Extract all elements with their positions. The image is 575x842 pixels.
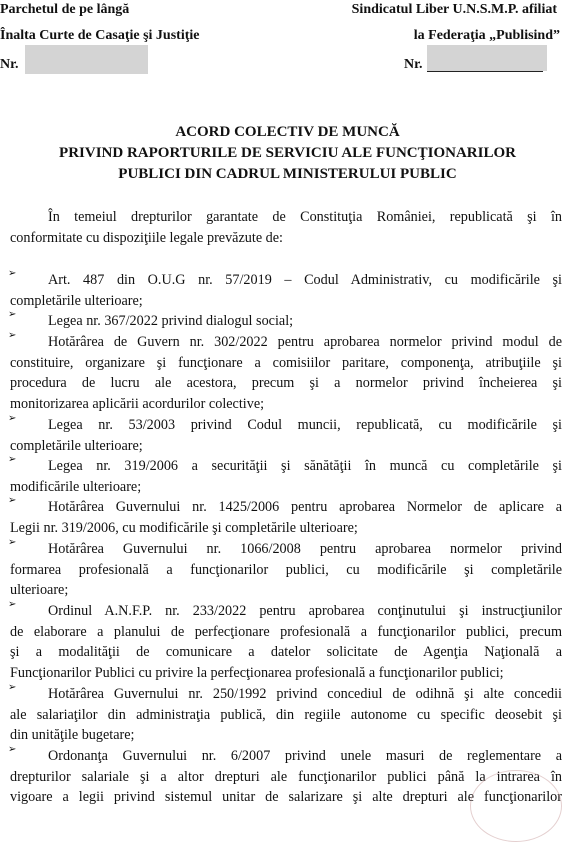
- legal-item-line: procedura de lucru ale acestora, precum şi a normelor privind încheierea şi: [10, 375, 562, 392]
- bullet-icon: ➢: [8, 330, 17, 341]
- bullet-icon: ➢: [8, 682, 17, 693]
- intro-line2: conformitate cu dispoziţiile legale prevăzute de:: [10, 230, 283, 246]
- bullet-icon: ➢: [8, 744, 17, 755]
- doc-title-line1: ACORD COLECTIV DE MUNCĂ: [175, 124, 400, 140]
- legal-item-line: ale salariaţilor din administraţia publică, din regiile autonome cu specific deosebit şi: [10, 706, 562, 723]
- header-right-federation: la Federaţia „Publisind”: [413, 28, 560, 43]
- legal-item-line: ulterioare;: [10, 582, 69, 599]
- legal-item-line: Ordinul A.N.F.P. nr. 233/2022 pentru aprobarea conţinutului şi instrucţiunilor: [48, 603, 562, 619]
- legal-item-line: Legea nr. 319/2006 a securităţii şi sănătăţii în muncă cu completările şi: [48, 458, 562, 474]
- legal-item-line: Hotărârea de Guvern nr. 302/2022 pentru aprobarea normelor privind modul de: [48, 334, 562, 350]
- redacted-number-left: [25, 45, 148, 74]
- header-left-institution: Parchetul de pe lângă: [0, 2, 130, 17]
- legal-item-line: monitorizarea aplicării acordurilor colective;: [10, 396, 265, 413]
- legal-item-line: Legea nr. 367/2022 privind dialogul social;: [48, 313, 294, 329]
- doc-title-line2: PRIVIND RAPORTURILE DE SERVICIU ALE FUNCŢIONARILOR: [59, 145, 516, 161]
- legal-item-line: vigoare a legii privind sistemul unitar de salarizare şi alte drepturi ale funcţionarilor: [10, 789, 562, 806]
- legal-item-line: Ordonanţa Guvernului nr. 6/2007 privind unele masuri de reglementare a: [48, 748, 562, 764]
- doc-title-line3: PUBLICI DIN CADRUL MINISTERULUI PUBLIC: [118, 166, 457, 182]
- bullet-icon: ➢: [8, 495, 17, 506]
- legal-item-line: şi a modalităţii de comunicare a datelor solicitate de Agenţia Naţională a: [10, 644, 562, 661]
- bullet-icon: ➢: [8, 454, 17, 465]
- legal-item-line: constituire, organizare şi funcţionare a comisiilor paritare, componenţa, atribuţiile şi: [10, 354, 562, 371]
- bullet-icon: ➢: [8, 309, 17, 320]
- legal-item-line: completările ulterioare;: [10, 292, 143, 309]
- header-right-union: Sindicatul Liber U.N.S.M.P. afiliat: [351, 2, 557, 17]
- legal-item-line: Hotărârea Guvernului nr. 1066/2008 pentru aprobarea normelor privind: [48, 541, 562, 557]
- legal-item-line: Hotărârea Guvernului nr. 1425/2006 pentru aprobarea Normelor de aplicare a: [48, 499, 562, 515]
- bullet-icon: ➢: [8, 413, 17, 424]
- legal-item-line: Hotărârea Guvernului nr. 250/1992 privind concediul de odihnă şi alte concedii: [48, 686, 562, 702]
- legal-item-line: Art. 487 din O.U.G nr. 57/2019 – Codul Administrativ, cu modificările şi: [48, 272, 562, 288]
- legal-item-line: formarea profesională a funcţionarilor publici, cu modificările şi completările: [10, 561, 562, 578]
- stamp-seal: [470, 770, 562, 842]
- legal-item-line: Funcţionarilor Publici cu privire la perfecţionarea profesională a funcţionarilor publici;: [10, 665, 504, 682]
- legal-item-line: completările ulterioare;: [10, 437, 143, 454]
- legal-item-line: Legea nr. 53/2003 privind Codul muncii, republicată, cu modificările şi: [48, 417, 562, 433]
- legal-item-line: drepturilor salariale şi a altor drepturi ale funcţionarilor publici până la intrarea în: [10, 768, 562, 785]
- header-left-court: Înalta Curte de Casaţie şi Justiţie: [0, 28, 200, 43]
- bullet-icon: ➢: [8, 599, 17, 610]
- intro-line1: În temeiul drepturilor garantate de Constituţia României, republicată şi în: [48, 209, 562, 225]
- legal-item-line: modificările ulterioare;: [10, 478, 142, 495]
- legal-item-line: Legii nr. 319/2006, cu modificările şi completările ulterioare;: [10, 519, 358, 536]
- legal-item-line: din unităţile bugetare;: [10, 727, 135, 744]
- bullet-icon: ➢: [8, 268, 17, 279]
- number-underline-right: [427, 71, 543, 72]
- legal-item-line: de elaborare a planului de perfecţionare profesională a funcţionarilor publici, precum: [10, 623, 562, 640]
- redacted-number-right: [427, 45, 547, 71]
- header-left-number-label: Nr.: [0, 57, 19, 72]
- header-right-number-label: Nr.: [404, 57, 423, 72]
- bullet-icon: ➢: [8, 537, 17, 548]
